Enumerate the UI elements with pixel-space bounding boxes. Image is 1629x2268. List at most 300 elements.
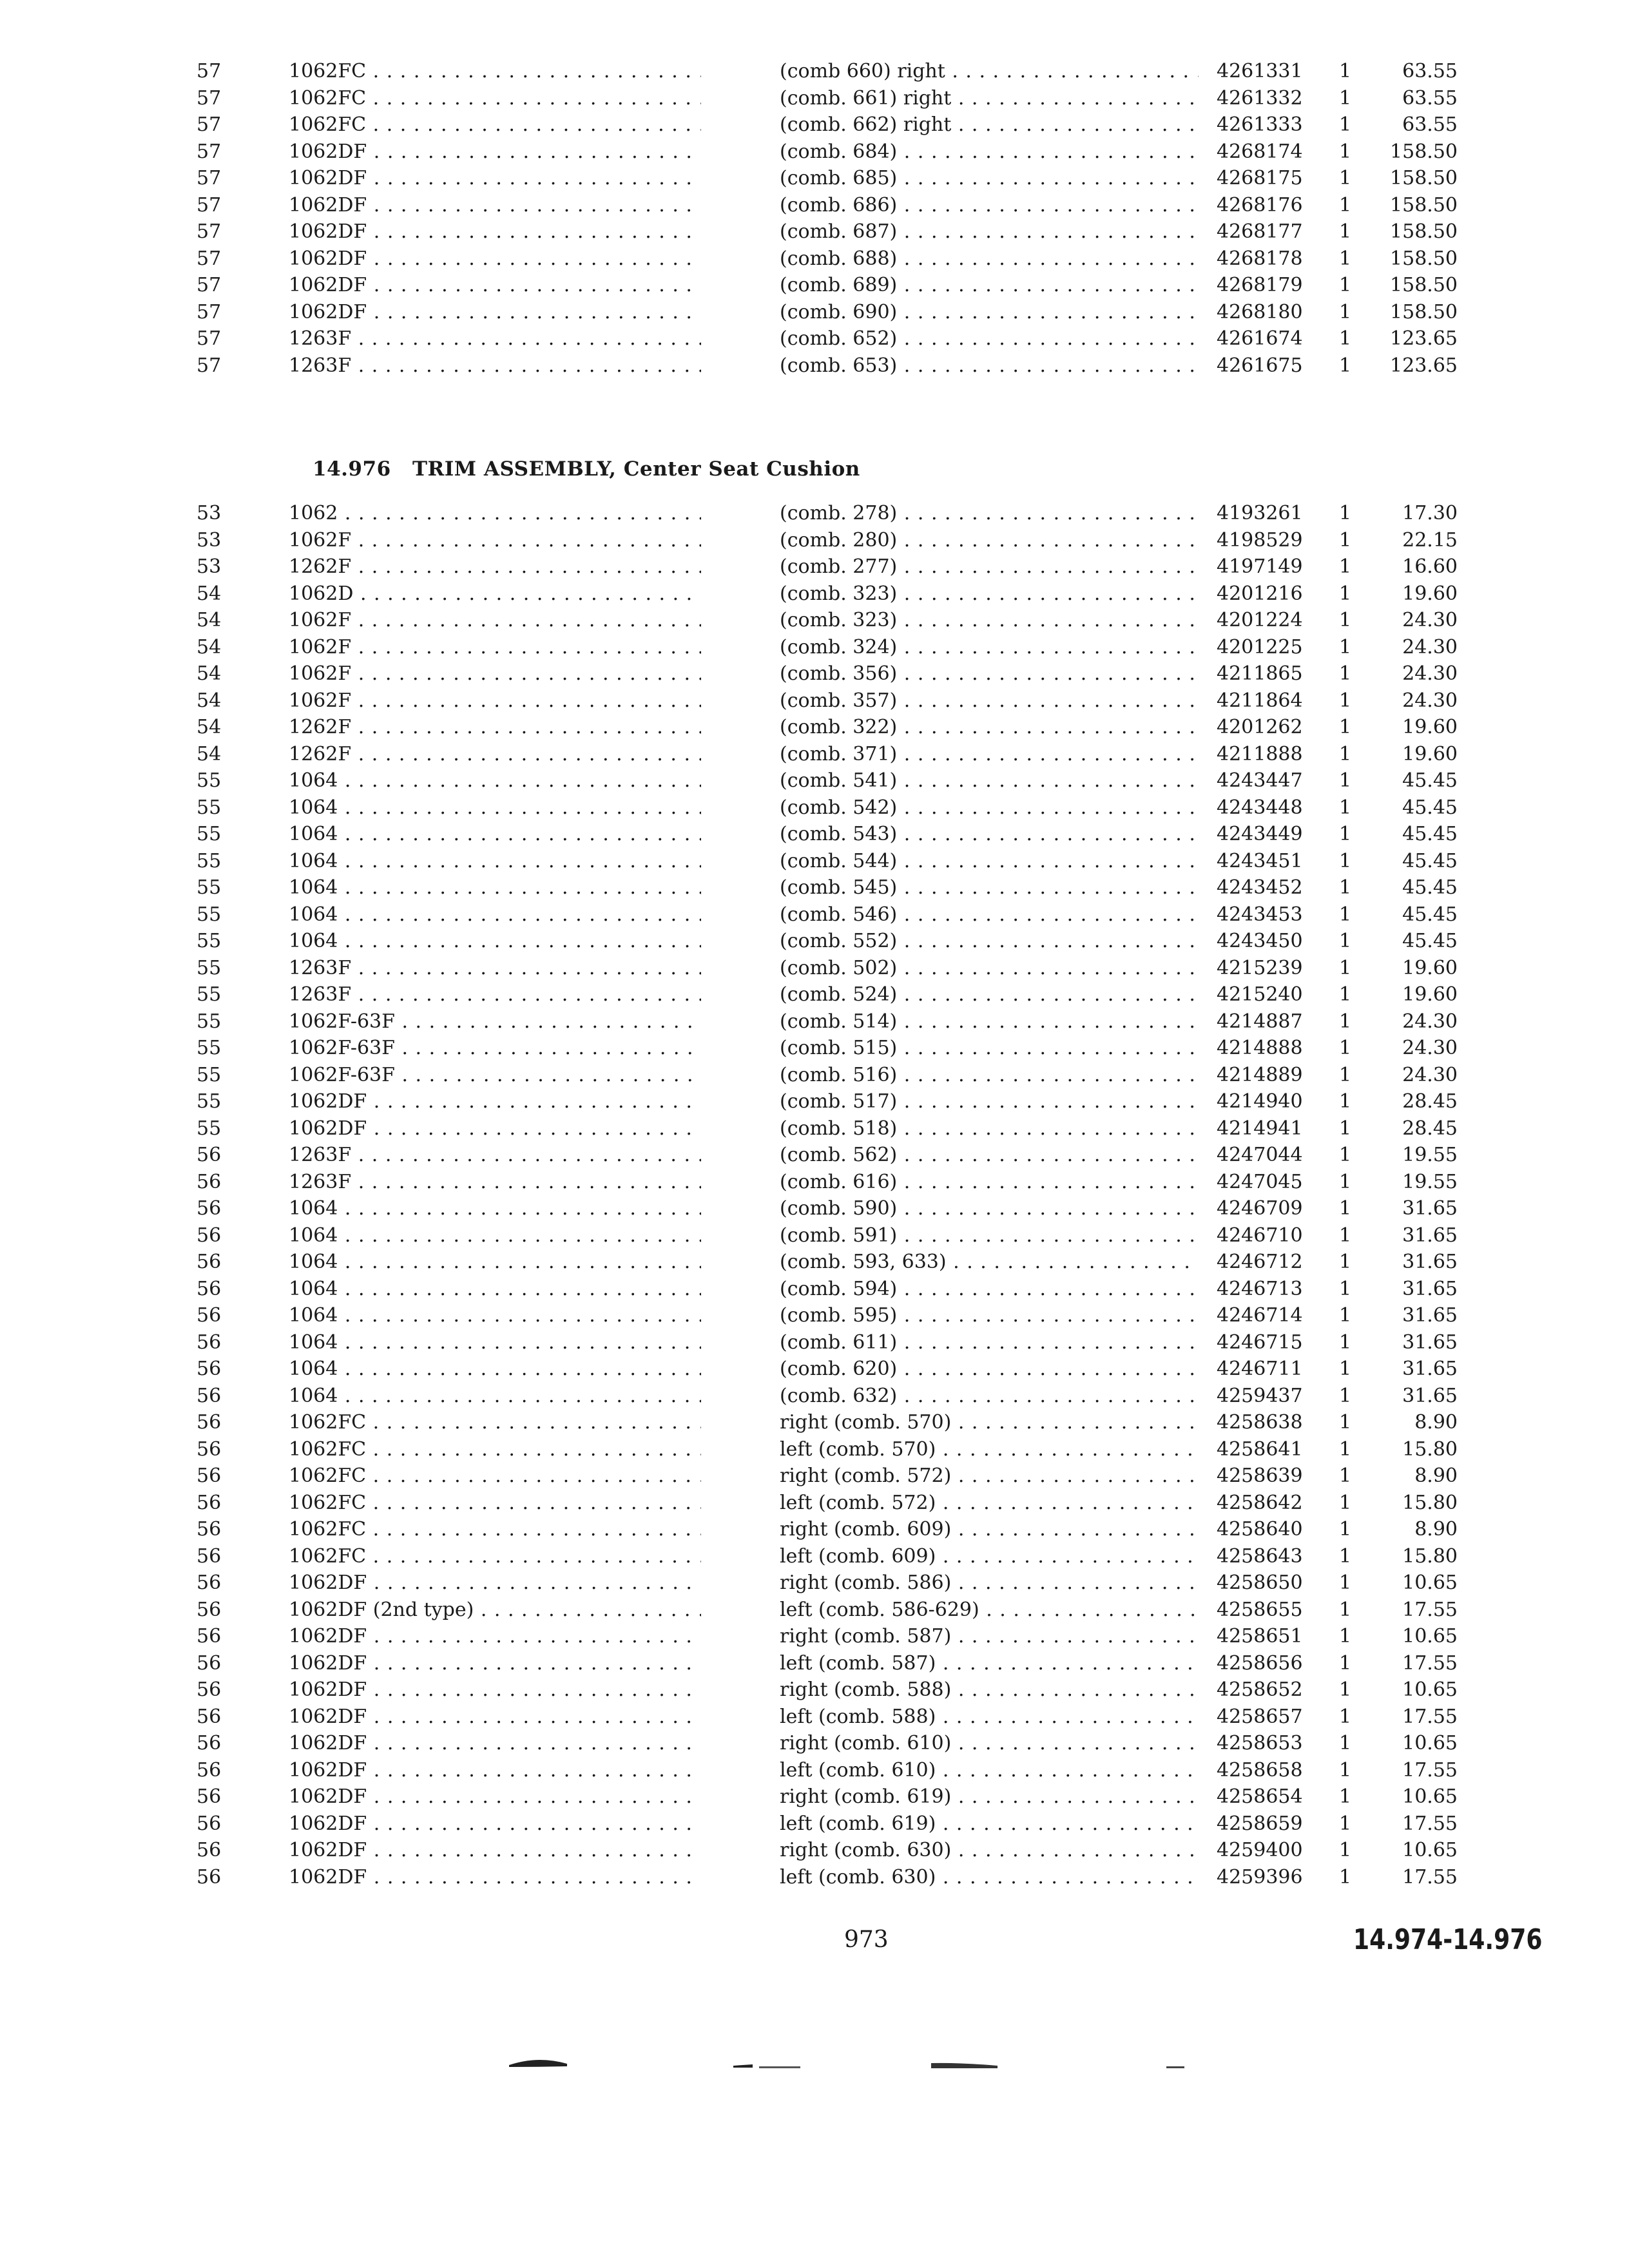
model-cell: 1062DF . . . [289,1783,701,1811]
year-cell: 54 [197,689,222,712]
part-number-cell: 4259437 [1217,1384,1303,1407]
model-cell: 1064 . . . [289,848,701,875]
part-number-cell: 4214887 [1217,1010,1303,1033]
quantity-cell: 1 [1339,1437,1352,1461]
price-cell: 31.65 [1402,1224,1458,1247]
description-cell: (comb. 593, 633) . . . [780,1249,1199,1276]
part-number-cell: 4258655 [1217,1598,1303,1621]
price-cell: 123.65 [1390,327,1458,350]
model-cell: 1064 . . . [289,1356,701,1383]
quantity-cell: 1 [1339,1839,1352,1861]
model-cell: 1062DF . . . [289,272,701,299]
model-cell: 1062DF . . . [289,1570,701,1597]
year-cell: 56 [197,1865,222,1888]
description-cell: (comb. 562) . . . [780,1142,1199,1169]
quantity-cell: 1 [1339,1010,1352,1033]
year-cell: 57 [197,274,222,296]
price-cell: 31.65 [1402,1277,1458,1300]
price-cell: 10.65 [1402,1839,1458,1861]
part-number-cell: 4258641 [1217,1437,1303,1461]
model-cell: 1062DF . . . [289,1757,701,1784]
price-cell: 45.45 [1402,849,1458,872]
model-cell: 1062F-63F . . . [289,1008,701,1035]
description-cell: right (comb. 619) . . . [780,1783,1199,1811]
quantity-cell: 1 [1339,716,1352,738]
quantity-cell: 1 [1339,1090,1352,1113]
year-cell: 55 [197,1010,222,1033]
year-cell: 56 [197,1839,222,1861]
model-cell: 1064 . . . [289,874,701,901]
quantity-cell: 1 [1339,1785,1352,1808]
year-cell: 54 [197,582,222,605]
quantity-cell: 1 [1339,769,1352,792]
model-cell: 1263F . . . [289,1169,701,1196]
price-cell: 24.30 [1402,1010,1458,1033]
model-cell: 1064 . . . [289,928,701,955]
year-cell: 56 [197,1331,222,1354]
description-cell: (comb. 516) . . . [780,1062,1199,1089]
year-cell: 54 [197,742,222,765]
price-cell: 19.60 [1402,582,1458,605]
quantity-cell: 1 [1339,1571,1352,1594]
description-cell: left (comb. 588) . . . [780,1704,1199,1731]
price-cell: 24.30 [1402,662,1458,685]
model-cell: 1062FC . . . [289,1463,701,1490]
quantity-cell: 1 [1339,1758,1352,1782]
price-cell: 19.55 [1402,1170,1458,1193]
part-number-cell: 4243451 [1217,849,1303,872]
description-cell: (comb. 323) . . . [780,581,1199,608]
part-number-cell: 4243447 [1217,769,1303,792]
part-number-cell: 4247044 [1217,1144,1303,1166]
part-number-cell: 4258651 [1217,1625,1303,1648]
year-cell: 56 [197,1437,222,1461]
price-cell: 17.55 [1402,1705,1458,1728]
quantity-cell: 1 [1339,983,1352,1006]
description-cell: (comb. 591) . . . [780,1222,1199,1249]
part-number-cell: 4214888 [1217,1037,1303,1059]
model-cell: 1062DF . . . [289,1677,701,1704]
year-cell: 56 [197,1785,222,1808]
year-cell: 56 [197,1625,222,1648]
year-cell: 56 [197,1170,222,1193]
year-cell: 56 [197,1732,222,1754]
model-cell: 1062FC . . . [289,1516,701,1543]
quantity-cell: 1 [1339,1732,1352,1754]
description-cell: (comb. 324) . . . [780,634,1199,661]
price-cell: 24.30 [1402,609,1458,631]
model-cell: 1062F . . . [289,687,701,715]
year-cell: 56 [197,1277,222,1300]
part-number-cell: 4214889 [1217,1063,1303,1086]
price-cell: 45.45 [1402,796,1458,819]
smudge-mark [1166,2066,1184,2068]
quantity-cell: 1 [1339,1411,1352,1434]
year-cell: 54 [197,609,222,631]
quantity-cell: 1 [1339,60,1352,82]
price-cell: 19.60 [1402,742,1458,765]
year-cell: 56 [197,1651,222,1675]
year-cell: 55 [197,823,222,845]
description-cell: (comb. 595) . . . [780,1302,1199,1329]
description-cell: left (comb. 570) . . . [780,1436,1199,1463]
part-number-cell: 4214941 [1217,1117,1303,1140]
model-cell: 1062FC . . . [289,1409,701,1436]
price-cell: 19.60 [1402,716,1458,738]
part-number-cell: 4201225 [1217,635,1303,658]
model-cell: 1262F . . . [289,714,701,741]
part-number-cell: 4246711 [1217,1358,1303,1380]
description-cell: (comb. 356) . . . [780,660,1199,687]
model-cell: 1062DF . . . [289,299,701,326]
part-number-cell: 4215240 [1217,983,1303,1006]
model-cell: 1062FC . . . [289,58,701,85]
year-cell: 56 [197,1812,222,1835]
description-cell: (comb. 278) . . . [780,500,1199,527]
description-cell: (comb. 552) . . . [780,928,1199,955]
section-title: TRIM ASSEMBLY, Center Seat Cushion [412,457,860,481]
description-cell: (comb. 590) . . . [780,1195,1199,1222]
part-number-cell: 4261333 [1217,113,1303,136]
part-number-cell: 4261674 [1217,327,1303,350]
quantity-cell: 1 [1339,1331,1352,1354]
quantity-cell: 1 [1339,876,1352,899]
description-cell: left (comb. 587) . . . [780,1650,1199,1677]
model-cell: 1064 . . . [289,1195,701,1222]
model-cell: 1064 . . . [289,767,701,794]
part-number-cell: 4246713 [1217,1277,1303,1300]
description-cell: (comb. 514) . . . [780,1008,1199,1035]
description-cell: (comb. 518) . . . [780,1115,1199,1142]
part-number-cell: 4268179 [1217,274,1303,296]
description-cell: (comb. 594) . . . [780,1276,1199,1303]
description-cell: right (comb. 586) . . . [780,1570,1199,1597]
price-cell: 45.45 [1402,823,1458,845]
price-cell: 17.30 [1402,502,1458,524]
price-cell: 8.90 [1414,1465,1458,1487]
model-cell: 1062DF . . . [289,1650,701,1677]
year-cell: 56 [197,1491,222,1514]
description-cell: (comb. 517) . . . [780,1088,1199,1115]
quantity-cell: 1 [1339,1170,1352,1193]
model-cell: 1064 . . . [289,821,701,848]
model-cell: 1062DF . . . [289,192,701,219]
year-cell: 57 [197,167,222,189]
quantity-cell: 1 [1339,1651,1352,1675]
year-cell: 55 [197,876,222,899]
year-cell: 56 [197,1358,222,1380]
description-cell: (comb. 662) right . . . [780,111,1199,139]
quantity-cell: 1 [1339,930,1352,952]
year-cell: 54 [197,662,222,685]
description-cell: (comb. 277) . . . [780,553,1199,581]
model-cell: 1062DF . . . [289,1704,701,1731]
year-cell: 56 [197,1251,222,1273]
part-number-cell: 4258640 [1217,1518,1303,1541]
description-cell: (comb. 502) . . . [780,955,1199,982]
year-cell: 56 [197,1518,222,1541]
year-cell: 56 [197,1598,222,1621]
price-cell: 19.60 [1402,983,1458,1006]
model-cell: 1062DF . . . [289,218,701,245]
description-cell: (comb. 544) . . . [780,848,1199,875]
quantity-cell: 1 [1339,113,1352,136]
quantity-cell: 1 [1339,220,1352,243]
year-cell: 54 [197,716,222,738]
year-cell: 56 [197,1197,222,1220]
part-number-cell: 4258654 [1217,1785,1303,1808]
description-cell: (comb. 323) . . . [780,607,1199,634]
year-cell: 55 [197,983,222,1006]
price-cell: 24.30 [1402,635,1458,658]
model-cell: 1062DF . . . [289,139,701,166]
year-cell: 53 [197,528,222,552]
model-cell: 1263F . . . [289,955,701,982]
part-number-cell: 4258658 [1217,1758,1303,1782]
description-cell: (comb. 687) . . . [780,218,1199,245]
part-number-cell: 4258643 [1217,1544,1303,1568]
description-cell: (comb. 632) . . . [780,1383,1199,1410]
description-cell: (comb. 280) . . . [780,527,1199,554]
description-cell: (comb. 543) . . . [780,821,1199,848]
description-cell: left (comb. 586-629) . . . [780,1597,1199,1624]
description-cell: (comb. 689) . . . [780,272,1199,299]
price-cell: 17.55 [1402,1758,1458,1782]
price-cell: 8.90 [1414,1411,1458,1434]
year-cell: 57 [197,220,222,243]
price-cell: 28.45 [1402,1090,1458,1113]
price-cell: 15.80 [1402,1491,1458,1514]
price-cell: 10.65 [1402,1678,1458,1701]
price-cell: 63.55 [1402,113,1458,136]
description-cell: (comb. 616) . . . [780,1169,1199,1196]
quantity-cell: 1 [1339,742,1352,765]
price-cell: 17.55 [1402,1812,1458,1835]
price-cell: 24.30 [1402,1037,1458,1059]
part-number-cell: 4246709 [1217,1197,1303,1220]
price-cell: 45.45 [1402,876,1458,899]
model-cell: 1064 . . . [289,901,701,928]
description-cell: (comb. 515) . . . [780,1035,1199,1062]
quantity-cell: 1 [1339,502,1352,524]
price-cell: 158.50 [1390,167,1458,189]
description-cell: left (comb. 630) . . . [780,1864,1199,1891]
model-cell: 1263F . . . [289,352,701,380]
quantity-cell: 1 [1339,354,1352,377]
price-cell: 31.65 [1402,1384,1458,1407]
model-cell: 1062F-63F . . . [289,1062,701,1089]
price-cell: 31.65 [1402,1197,1458,1220]
quantity-cell: 1 [1339,1598,1352,1621]
quantity-cell: 1 [1339,1491,1352,1514]
description-cell: (comb. 661) right . . . [780,85,1199,112]
description-cell: (comb. 688) . . . [780,245,1199,273]
part-number-cell: 4247045 [1217,1170,1303,1193]
model-cell: 1062FC . . . [289,1436,701,1463]
model-cell: 1062F . . . [289,527,701,554]
year-cell: 56 [197,1758,222,1782]
year-cell: 57 [197,327,222,350]
part-number-cell: 4243453 [1217,903,1303,926]
model-cell: 1064 . . . [289,1276,701,1303]
quantity-cell: 1 [1339,274,1352,296]
price-cell: 10.65 [1402,1785,1458,1808]
year-cell: 57 [197,140,222,163]
model-cell: 1263F . . . [289,325,701,352]
price-cell: 31.65 [1402,1331,1458,1354]
model-cell: 1062DF . . . [289,245,701,273]
price-cell: 10.65 [1402,1571,1458,1594]
price-cell: 24.30 [1402,689,1458,712]
quantity-cell: 1 [1339,1705,1352,1728]
part-number-cell: 4215239 [1217,956,1303,979]
model-cell: 1064 . . . [289,1383,701,1410]
year-cell: 56 [197,1224,222,1247]
part-number-cell: 4259396 [1217,1865,1303,1888]
quantity-cell: 1 [1339,635,1352,658]
year-cell: 56 [197,1544,222,1568]
price-cell: 15.80 [1402,1544,1458,1568]
part-number-cell: 4258639 [1217,1465,1303,1487]
part-number-cell: 4246715 [1217,1331,1303,1354]
description-cell: left (comb. 619) . . . [780,1811,1199,1838]
model-cell: 1062DF . . . [289,1088,701,1115]
quantity-cell: 1 [1339,528,1352,552]
quantity-cell: 1 [1339,1625,1352,1648]
part-number-cell: 4268174 [1217,140,1303,163]
description-cell: right (comb. 588) . . . [780,1677,1199,1704]
description-cell: right (comb. 572) . . . [780,1463,1199,1490]
price-cell: 63.55 [1402,60,1458,82]
quantity-cell: 1 [1339,582,1352,605]
price-cell: 63.55 [1402,86,1458,110]
part-number-cell: 4246710 [1217,1224,1303,1247]
year-cell: 55 [197,1117,222,1140]
model-cell: 1062DF . . . [289,1811,701,1838]
year-cell: 56 [197,1384,222,1407]
quantity-cell: 1 [1339,1384,1352,1407]
description-cell: (comb. 684) . . . [780,139,1199,166]
price-cell: 19.60 [1402,956,1458,979]
year-cell: 55 [197,769,222,792]
page-number: 973 [844,1927,889,1953]
year-cell: 57 [197,193,222,216]
description-cell: (comb. 653) . . . [780,352,1199,380]
part-number-cell: 4201224 [1217,609,1303,631]
quantity-cell: 1 [1339,1812,1352,1835]
quantity-cell: 1 [1339,1251,1352,1273]
year-cell: 55 [197,1037,222,1059]
quantity-cell: 1 [1339,1277,1352,1300]
description-cell: (comb 660) right . . . [780,58,1199,85]
model-cell: 1263F . . . [289,1142,701,1169]
part-number-cell: 4258653 [1217,1732,1303,1754]
price-cell: 158.50 [1390,274,1458,296]
price-cell: 158.50 [1390,193,1458,216]
model-cell: 1062DF . . . [289,1864,701,1891]
model-cell: 1062 . . . [289,500,701,527]
price-cell: 17.55 [1402,1865,1458,1888]
price-cell: 158.50 [1390,140,1458,163]
quantity-cell: 1 [1339,1144,1352,1166]
part-number-cell: 4258642 [1217,1491,1303,1514]
quantity-cell: 1 [1339,1865,1352,1888]
description-cell: right (comb. 630) . . . [780,1837,1199,1864]
price-cell: 28.45 [1402,1117,1458,1140]
year-cell: 56 [197,1144,222,1166]
part-number-cell: 4268177 [1217,220,1303,243]
quantity-cell: 1 [1339,1197,1352,1220]
price-cell: 158.50 [1390,247,1458,270]
quantity-cell: 1 [1339,193,1352,216]
model-cell: 1062FC . . . [289,111,701,139]
part-number-cell: 4268176 [1217,193,1303,216]
part-number-cell: 4193261 [1217,502,1303,524]
model-cell: 1064 . . . [289,1329,701,1356]
quantity-cell: 1 [1339,167,1352,189]
part-number-cell: 4246712 [1217,1251,1303,1273]
quantity-cell: 1 [1339,1063,1352,1086]
model-cell: 1064 . . . [289,1249,701,1276]
model-cell: 1263F . . . [289,981,701,1008]
model-cell: 1062F . . . [289,660,701,687]
description-cell: right (comb. 610) . . . [780,1730,1199,1757]
year-cell: 53 [197,555,222,578]
model-cell: 1064 . . . [289,794,701,822]
price-cell: 15.80 [1402,1437,1458,1461]
price-cell: 31.65 [1402,1358,1458,1380]
part-number-cell: 4243448 [1217,796,1303,819]
description-cell: left (comb. 610) . . . [780,1757,1199,1784]
year-cell: 56 [197,1465,222,1487]
part-number-cell: 4197149 [1217,555,1303,578]
part-number-cell: 4268178 [1217,247,1303,270]
price-cell: 158.50 [1390,300,1458,323]
description-cell: (comb. 685) . . . [780,165,1199,192]
model-cell: 1062DF . . . [289,165,701,192]
smudge-mark [733,2064,753,2068]
part-number-cell: 4259400 [1217,1839,1303,1861]
description-cell: (comb. 545) . . . [780,874,1199,901]
section-range: 14.974-14.976 [1353,1923,1543,1956]
part-number-cell: 4243450 [1217,930,1303,952]
quantity-cell: 1 [1339,849,1352,872]
year-cell: 57 [197,247,222,270]
quantity-cell: 1 [1339,609,1352,631]
year-cell: 57 [197,60,222,82]
quantity-cell: 1 [1339,796,1352,819]
description-cell: (comb. 620) . . . [780,1356,1199,1383]
part-number-cell: 4198529 [1217,528,1303,552]
price-cell: 158.50 [1390,220,1458,243]
year-cell: 55 [197,1063,222,1086]
model-cell: 1062FC . . . [289,1490,701,1517]
model-cell: 1262F . . . [289,553,701,581]
quantity-cell: 1 [1339,1465,1352,1487]
quantity-cell: 1 [1339,1678,1352,1701]
price-cell: 8.90 [1414,1518,1458,1541]
part-number-cell: 4268175 [1217,167,1303,189]
smudge-mark [931,2063,998,2068]
part-number-cell: 4201262 [1217,716,1303,738]
quantity-cell: 1 [1339,903,1352,926]
description-cell: (comb. 322) . . . [780,714,1199,741]
description-cell: right (comb. 609) . . . [780,1516,1199,1543]
year-cell: 55 [197,956,222,979]
quantity-cell: 1 [1339,662,1352,685]
price-cell: 24.30 [1402,1063,1458,1086]
price-cell: 45.45 [1402,903,1458,926]
